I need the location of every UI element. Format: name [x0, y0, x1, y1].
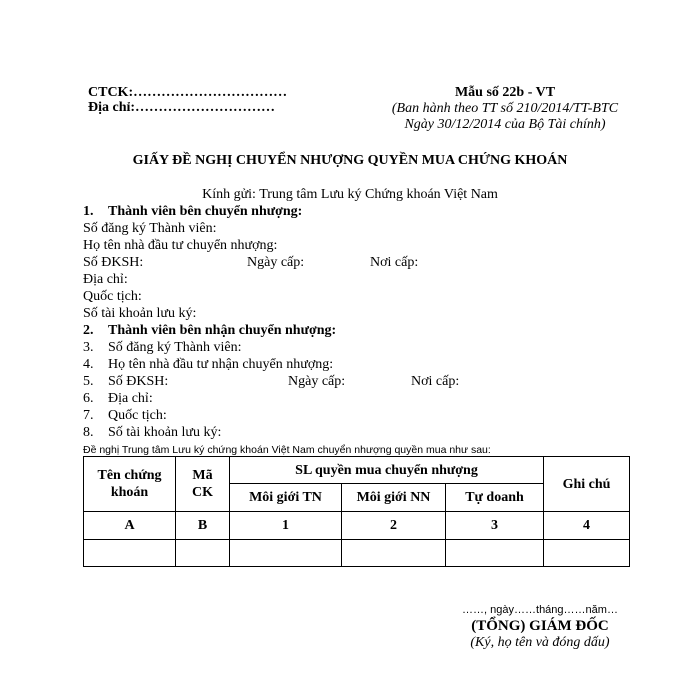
header-ghi-chu: Ghi chú: [544, 457, 630, 512]
table-cell[interactable]: [342, 540, 446, 567]
item-number: 8.: [83, 425, 94, 440]
field-dia-chi-2: [83, 391, 153, 407]
header-moi-gioi-nn: Môi giới NN: [342, 484, 446, 512]
section2-heading: [83, 323, 336, 339]
field-so-dang-ky-2: [83, 340, 242, 356]
header-moi-gioi-tn: Môi giới TN: [230, 484, 342, 512]
field-ngay-cap-2: Ngày cấp:: [288, 374, 346, 389]
item-label: Họ tên nhà đầu tư nhận chuyển nhượng:: [108, 357, 334, 372]
index-cell: 2: [342, 512, 446, 540]
item-label: Số ĐKSH:: [108, 374, 169, 389]
section1-number: 1.: [83, 204, 94, 219]
item-label: Địa chỉ:: [108, 391, 153, 406]
addressee: Kính gửi: Trung tâm Lưu ký Chứng khoán Việt Nam: [202, 187, 498, 202]
item-label: Quốc tịch:: [108, 408, 167, 423]
index-cell: 3: [446, 512, 544, 540]
index-cell: 1: [230, 512, 342, 540]
dia-chi-line: Địa chỉ:…………………………: [88, 100, 276, 115]
item-number: 7.: [83, 408, 94, 423]
table-index-row: [84, 512, 630, 540]
field-dia-chi-1: Địa chỉ:: [83, 272, 128, 287]
issued-date: Ngày 30/12/2014 của Bộ Tài chính): [404, 117, 606, 132]
table-cell[interactable]: [446, 540, 544, 567]
table-header-row: [84, 457, 630, 484]
signer-title: (TỔNG) GIÁM ĐỐC: [471, 618, 609, 634]
form-number-block: [360, 85, 650, 133]
table-cell[interactable]: [84, 540, 176, 567]
item-number: 5.: [83, 374, 94, 389]
item-number: 6.: [83, 391, 94, 406]
sign-note: (Ký, họ tên và đóng dấu): [470, 635, 610, 650]
index-cell: B: [176, 512, 230, 540]
field-ho-ten-1: Họ tên nhà đầu tư chuyển nhượng:: [83, 238, 278, 253]
field-noi-cap-1: Nơi cấp:: [370, 255, 419, 270]
item-label: Số tài khoản lưu ký:: [108, 425, 222, 440]
field-so-dksh-1: Số ĐKSH:: [83, 255, 144, 270]
date-line: ……, ngày……tháng……năm…: [462, 604, 618, 616]
index-cell: A: [84, 512, 176, 540]
table-cell[interactable]: [176, 540, 230, 567]
header-ma-ck: Mã CK: [176, 457, 230, 512]
field-quoc-tich-1: Quốc tịch:: [83, 289, 142, 304]
field-so-dang-ky-1: Số đăng ký Thành viên:: [83, 221, 217, 236]
section2-heading-text: Thành viên bên nhận chuyển nhượng:: [108, 323, 337, 338]
table-intro: Đề nghị Trung tâm Lưu ký chứng khoán Việt Nam chuyển nhượng quyền mua như sau:: [83, 444, 491, 456]
field-so-tai-khoan-1: Số tài khoản lưu ký:: [83, 306, 197, 321]
index-cell: 4: [544, 512, 630, 540]
table-empty-row: [84, 540, 630, 567]
table-cell[interactable]: [230, 540, 342, 567]
section1-heading: [83, 204, 302, 220]
document-title: GIẤY ĐỀ NGHỊ CHUYỂN NHƯỢNG QUYỀN MUA CHỨNG KHOÁN: [132, 153, 568, 168]
field-so-tai-khoan-2: [83, 425, 221, 441]
section1-heading-text: Thành viên bên chuyển nhượng:: [108, 204, 303, 219]
issued-under: (Ban hành theo TT số 210/2014/TT-BTC: [391, 101, 619, 116]
signature-block: [440, 604, 640, 651]
section2-number: 2.: [83, 323, 94, 338]
field-noi-cap-2: Nơi cấp:: [411, 374, 460, 389]
item-label: Số đăng ký Thành viên:: [108, 340, 242, 355]
field-ho-ten-2: [83, 357, 333, 373]
header-tu-doanh: Tự doanh: [446, 484, 544, 512]
item-number: 4.: [83, 357, 94, 372]
field-so-dksh-2: [83, 374, 168, 390]
form-number: Mẫu số 22b - VT: [454, 85, 556, 100]
table-cell[interactable]: [544, 540, 630, 567]
header-ten-chung-khoan: Tên chứng khoán: [84, 457, 176, 512]
ctck-line: CTCK:……………………………: [88, 85, 288, 100]
field-ngay-cap-1: Ngày cấp:: [247, 255, 305, 270]
header-sl-quyen-mua: SL quyền mua chuyển nhượng: [230, 457, 544, 484]
transfer-table: [83, 456, 630, 567]
item-number: 3.: [83, 340, 94, 355]
field-quoc-tich-2: [83, 408, 167, 424]
